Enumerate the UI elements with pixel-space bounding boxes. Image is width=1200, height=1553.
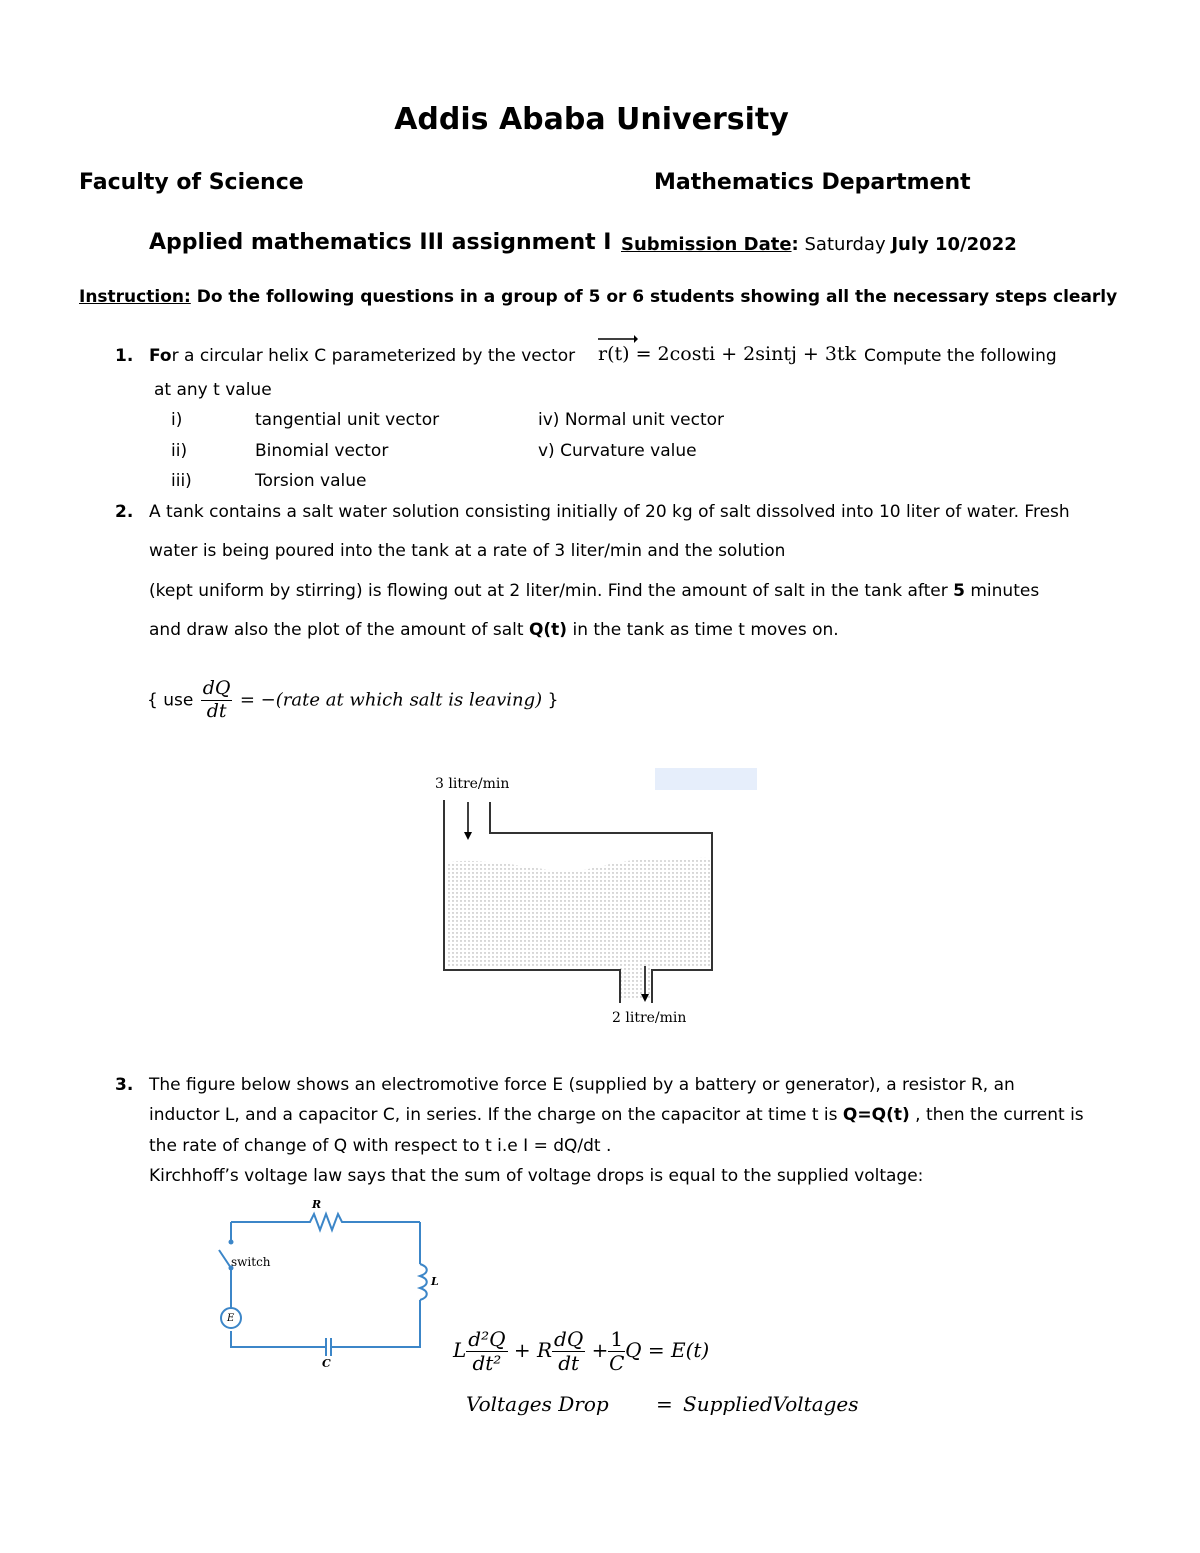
q1-item-num-5: v) (538, 441, 555, 461)
q1-item-4 (538, 410, 724, 430)
q1-line1 (149, 346, 575, 366)
rlc-circuit-diagram (215, 1200, 435, 1375)
q2-line4a: and draw also the plot of the amount of salt (149, 620, 529, 640)
supplied-voltages-label: SuppliedVoltages (683, 1392, 859, 1416)
eq-one: 1 (610, 1327, 624, 1351)
q3-line4: Kirchhoff’s voltage law says that the sum of voltage drops is equal to the supplied voltage: (149, 1166, 924, 1186)
one-over-c-fraction (608, 1328, 625, 1375)
q1-item-num-2: ii) (171, 441, 188, 461)
q1-item-num-1: i) (171, 410, 183, 430)
q1-item-text-3: Torsion value (255, 471, 367, 491)
q1-number: 1. (115, 346, 134, 366)
university-title: Addis Ababa University (394, 102, 789, 137)
faculty-name: Faculty of Science (79, 170, 304, 195)
eq-L: L (453, 1338, 467, 1362)
submission-day: Saturday (804, 234, 886, 255)
eq-dt2: dt² (472, 1351, 502, 1375)
instruction-text: Do the following questions in a group of 5 or 6 students showing all the necessary steps clearly (196, 287, 1118, 307)
q3-line1: The figure below shows an electromotive force E (supplied by a battery or generator), a resistor R, an (149, 1075, 1015, 1095)
q2-line4c: in the tank as time t moves on. (567, 620, 839, 640)
q2-hint-rhs: = −(rate at which salt is leaving) (239, 689, 543, 711)
course-title: Applied mathematics III assignment I (149, 230, 612, 255)
q2-line3c: minutes (964, 581, 1040, 601)
submission-date: Submission Date: Saturday July 10/2022 (621, 234, 1017, 255)
eq-dQ: dQ (554, 1327, 584, 1351)
q2-line4b: Q(t) (528, 620, 568, 640)
inflow-label: 3 litre/min (435, 776, 510, 792)
instruction (79, 287, 1117, 307)
eq-rhs: Q = E(t) (625, 1338, 710, 1362)
q1-item-num-3: iii) (171, 471, 192, 491)
q1-lead: r a circular helix C parameterized by the vector (171, 346, 576, 366)
eq-plus: + (591, 1338, 609, 1362)
q1-item-text-1: tangential unit vector (255, 410, 440, 430)
q1-line2: at any t value (154, 380, 272, 400)
q3-line2 (149, 1105, 1084, 1125)
q3-number: 3. (115, 1075, 134, 1095)
dt-den: dt (206, 699, 227, 722)
q1-item-text-2: Binomial vector (255, 441, 389, 461)
d2q-dt2-fraction (466, 1328, 507, 1375)
voltages-drop-label: Voltages Drop (466, 1392, 609, 1416)
q2-hint-open: { use (147, 690, 194, 711)
instruction-label: Instruction: (79, 287, 191, 307)
q3-line2a: inductor L, and a capacitor C, in series. If the charge on the capacitor at time t is (149, 1105, 843, 1125)
eq-d2Q: d²Q (468, 1327, 506, 1351)
faint-overlay-box (655, 768, 757, 790)
q2-hint-close: } (547, 690, 559, 711)
tank-diagram (440, 800, 720, 1010)
q3-line2c: , then the current is (909, 1105, 1084, 1125)
q2-line4 (149, 620, 839, 640)
q1-item-text-4: Normal unit vector (564, 410, 725, 430)
q1-tail: Compute the following (864, 346, 1057, 366)
rlc-equation (453, 1328, 709, 1375)
q2-hint (147, 678, 558, 723)
resistor-label: R (312, 1198, 322, 1211)
q3-line2b: Q=Q(t) (842, 1105, 910, 1125)
q2-line3a: (kept uniform by stirring) is flowing out at 2 liter/min. Find the amount of salt in the tank after (149, 581, 954, 601)
vector-arrow-icon (598, 334, 638, 344)
inductor-label: L (431, 1275, 439, 1288)
q3-line3: the rate of change of Q with respect to t i.e I = dQ/dt . (149, 1136, 612, 1156)
dq-dt-fraction-2 (552, 1328, 585, 1375)
q2-line1: A tank contains a salt water solution consisting initially of 20 kg of salt dissolved into 10 liter of water. Fresh (149, 502, 1070, 522)
q1-lead-bold: Fo (149, 346, 172, 366)
eq-plusR: + R (513, 1338, 553, 1362)
submission-date-value: July 10/2022 (891, 234, 1017, 255)
q2-line3b: 5 (953, 581, 965, 601)
dq-num: dQ (202, 677, 231, 699)
submission-label: Submission Date (621, 234, 792, 255)
dq-dt-fraction (201, 678, 233, 723)
q1-vector-expression (598, 343, 856, 365)
q2-line2: water is being poured into the tank at a rate of 3 liter/min and the solution (149, 541, 786, 561)
q1-item-text-5: Curvature value (560, 441, 697, 461)
outflow-label: 2 litre/min (612, 1010, 687, 1026)
equals-sign: = (656, 1392, 673, 1416)
eq-C: C (609, 1351, 625, 1375)
capacitor-label: C (322, 1357, 331, 1370)
department-name: Mathematics Department (654, 170, 971, 195)
q1-vector: r(t) = 2costi + 2sintj + 3tk (598, 343, 857, 365)
q2-number: 2. (115, 502, 134, 522)
source-label: E (227, 1313, 235, 1324)
switch-label: switch (231, 1255, 271, 1269)
q1-item-num-4: iv) (538, 410, 560, 430)
eq-dt: dt (558, 1351, 580, 1375)
q1-item-5 (538, 441, 697, 461)
q2-line3 (149, 581, 1039, 601)
